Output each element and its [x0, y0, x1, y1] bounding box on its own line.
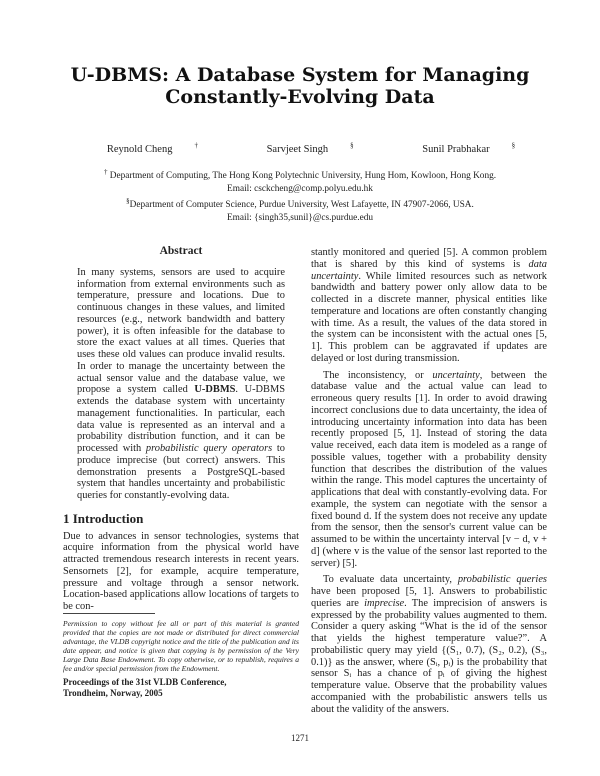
intro-text: The inconsistency, or — [323, 369, 433, 381]
abstract-part: to produce imprecise (but correct) answers. This demonstration presents a PostgreSQL-based system that handles uncertainty and probabilistic queries for constantly-evolving data. — [77, 443, 285, 501]
affiliation-text: Department of Computing, The Hong Kong Polytechnic University, Hung Hom, Kowloon, Hong Kong. — [107, 171, 497, 182]
intro-text: To evaluate data uncertainty, — [323, 574, 458, 586]
affiliation — [0, 166, 600, 183]
affiliation-email: Email: {singh35,sunil}@cs.purdue.edu — [226, 212, 374, 223]
intro-text: have been proposed [5, 1]. Answers to probabilistic queries are — [311, 586, 547, 609]
intro-text: stantly monitored and queried [5]. A common problem that is shared by this kind of systems is — [311, 247, 547, 270]
intro-paragraph-1-start — [63, 530, 299, 612]
author-mark: § — [511, 141, 516, 149]
author-mark: § — [350, 141, 354, 149]
abstract-heading: Abstract — [159, 245, 203, 257]
author-mark: † — [194, 141, 198, 149]
copyright-footnote: Permission to copy without fee all or part of this material is granted provided that the copies are not made or distributed for direct commercial advantage, the VLDB copyright notice and the title of the publication and its date appear, and notice is given that copying is by permission of the Very Large Data Base Endowment. To copy otherwise, or to republish, requires a fee and/or special permission from the Endowment. — [63, 618, 299, 673]
abstract-bold: U-DBMS — [194, 384, 236, 396]
intro-italic: uncertainty — [432, 369, 480, 381]
abstract-part: In many systems, sensors are used to acquire information from external environments such as temperature, pressure and locations. Due to continuous changes in these values, and limited resources (e.g., network bandwidth and battery power), it is often infeasible for the database to store the exact values at all times. Queries that uses these old values can produce invalid results. In order to manage the uncertainty between the actual sensor value and the database value, we propose a system called — [77, 266, 285, 396]
abstract-part: . U-DBMS extends the database system with uncertainty management functionalities. In particular, each data value is represented as an interval and a probability distribution function, and it can be processed with — [77, 384, 285, 454]
author-name: Reynold Cheng — [106, 143, 173, 155]
affiliation-email: Email: csckcheng@comp.polyu.edu.hk — [227, 183, 373, 194]
abstract-text — [63, 267, 299, 502]
author — [85, 141, 198, 155]
left-column — [63, 246, 299, 699]
affiliations — [0, 166, 600, 224]
author-name: Sunil Prabhakar — [422, 143, 490, 155]
proceedings-line: Proceedings of the 31st VLDB Conference, — [63, 677, 227, 688]
right-column — [311, 247, 547, 715]
author — [245, 141, 354, 155]
author-name: Sarvjeet Singh — [266, 143, 329, 155]
intro-text: , between the database value and the actual value can lead to erroneous query results [1]. In order to avoid drawing incorrect conclusions due to data uncertainty, the idea of introducing uncertainty information into data has been recently proposed [5, 1]. Instead of storing the data value received, each data item is modeled as a range of possible values, together with a probability density function that describes the distribution of the values within the range. This model captures the uncertainty of applications that deal with constantly-evolving data. For example, the system can negotiate with the sensor a fixed bound d. If the system does not receive any update from the sensor, then the sensor's current value can be assumed to be within the uncertainty interval [v − d, v + d] (where v is the value of the sensor last reported to the server) [5]. — [311, 369, 547, 569]
proceedings-info — [63, 677, 299, 699]
intro-italic: data uncertainty — [311, 258, 547, 282]
affiliation — [0, 195, 600, 212]
title-line-2: Constantly-Evolving Data — [165, 86, 435, 108]
paper-title — [0, 64, 600, 108]
intro-text: Due to advances in sensor technologies, systems that acquire information from the physical world have attracted tremendous research interests in recent years. Sensornets [2], for example, acquire temperature, pressure and voltage through a sensor network. Location-based applications allow locations of targets to be con- — [63, 530, 299, 612]
page-number: 1271 — [291, 733, 309, 743]
intro-italic: probabilistic queries — [457, 574, 547, 586]
intro-italic: imprecise — [364, 597, 405, 609]
proceedings-line: Trondheim, Norway, 2005 — [63, 688, 163, 699]
intro-text: . The imprecision of answers is expressed by the probability values augmented to them. Consider a query asking “What is the id of the sensor that yields the highest temperature value?”. A probabilistic query may yield {(S₁, 0.7), (S₂, 0.2), (S₃, 0.1)} as the answer, where (Sᵢ, pᵢ) is the probability that sensor Sᵢ has a chance of pᵢ of giving the highest temperature value. Observe that the probability values accompanied with the probabilistic answers tells us about the validity of the answers. — [311, 597, 547, 715]
abstract-italic: probabilistic query operators — [145, 443, 273, 454]
author-list — [0, 141, 600, 155]
intro-paragraph-1-continued — [311, 247, 547, 365]
intro-paragraph-3 — [311, 574, 547, 715]
affiliation-mark: § — [126, 197, 130, 206]
affiliation-mark: † — [103, 168, 108, 176]
title-line-1: U-DBMS: A Database System for Managing — [70, 64, 530, 86]
author — [400, 141, 516, 155]
intro-paragraph-2 — [311, 370, 547, 570]
intro-text: . While limited resources such as network bandwidth and battery power only allow data to be collected in a discrete manner, physical entities like temperature and locations are often constantly changing with time. As a result, the values of the data stored in the system can be inconsistent with the actual ones [5, 1]. This problem can be aggravated if updates are delayed or lost during transmission. — [311, 270, 547, 364]
affiliation-text: Department of Computer Science, Purdue University, West Lafayette, IN 47907-2066, USA. — [129, 200, 474, 211]
section-heading-introduction: 1 Introduction — [63, 510, 144, 526]
